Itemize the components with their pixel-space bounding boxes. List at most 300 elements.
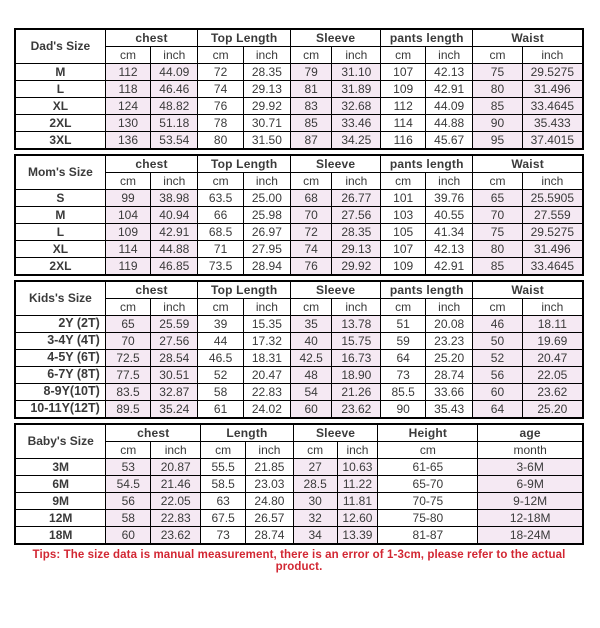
group-header: Waist [473,29,583,47]
value-cell: 78 [198,115,243,132]
size-tables-container [14,28,584,545]
size-label: L [15,224,105,241]
size-label: 12M [15,510,106,527]
value-cell: 54 [290,384,331,401]
value-cell: 44.09 [151,64,198,81]
value-cell: 40 [290,333,331,350]
value-cell: 30 [293,493,337,510]
value-cell: 70-75 [378,493,478,510]
value-cell: 40.94 [151,207,198,224]
value-cell: 83.5 [105,384,150,401]
value-cell: 26.97 [243,224,290,241]
size-table-dad [14,28,584,150]
size-table-mom [14,154,584,276]
group-header: Sleeve [290,29,380,47]
value-cell: 65 [105,316,150,333]
value-cell: 21.26 [332,384,381,401]
value-cell: 40.55 [426,207,473,224]
unit-header: inch [243,299,290,316]
group-header: Height [378,424,478,442]
value-cell: 90 [381,401,426,419]
value-cell: 23.62 [151,527,201,545]
value-cell: 35.433 [522,115,583,132]
unit-header: inch [243,173,290,190]
unit-header: cm [378,442,478,459]
unit-header: inch [337,442,378,459]
group-header: Sleeve [290,155,380,173]
value-cell: 12.60 [337,510,378,527]
section-label-kids: Kids's Size [15,281,105,316]
table-row [15,207,583,224]
value-cell: 41.34 [426,224,473,241]
size-label: L [15,81,105,98]
value-cell: 33.66 [426,384,473,401]
value-cell: 70 [290,207,331,224]
value-cell: 28.35 [243,64,290,81]
unit-header: cm [381,299,426,316]
value-cell: 52 [198,367,243,384]
value-cell: 27 [293,459,337,476]
value-cell: 42.91 [426,81,473,98]
value-cell: 32.68 [332,98,381,115]
value-cell: 27.95 [243,241,290,258]
value-cell: 22.83 [243,384,290,401]
unit-header: inch [522,173,583,190]
unit-header: inch [426,173,473,190]
table-row [15,115,583,132]
value-cell: 30.51 [151,367,198,384]
value-cell: 29.13 [332,241,381,258]
value-cell: 21.85 [246,459,294,476]
value-cell: 51.18 [151,115,198,132]
size-label: 8-9Y(10T) [15,384,105,401]
value-cell: 25.20 [426,350,473,367]
value-cell: 20.47 [522,350,583,367]
size-label: S [15,190,105,207]
value-cell: 44.88 [151,241,198,258]
table-row [15,510,583,527]
value-cell: 35.24 [151,401,198,419]
value-cell: 31.89 [332,81,381,98]
value-cell: 60 [473,384,522,401]
value-cell: 39 [198,316,243,333]
value-cell: 52 [473,350,522,367]
unit-header: inch [522,299,583,316]
value-cell: 61-65 [378,459,478,476]
section-label-mom: Mom's Size [15,155,105,190]
group-header: Length [201,424,294,442]
value-cell: 29.92 [243,98,290,115]
value-cell: 11.22 [337,476,378,493]
value-cell: 29.5275 [522,224,583,241]
value-cell: 30.71 [243,115,290,132]
value-cell: 25.59 [151,316,198,333]
value-cell: 42.13 [426,64,473,81]
value-cell: 54.5 [106,476,151,493]
size-chart-sheet [14,28,584,573]
value-cell: 58 [106,510,151,527]
value-cell: 21.46 [151,476,201,493]
value-cell: 77.5 [105,367,150,384]
unit-header: inch [246,442,294,459]
unit-header: inch [151,173,198,190]
value-cell: 85 [290,115,331,132]
value-cell: 104 [105,207,150,224]
value-cell: 29.13 [243,81,290,98]
unit-header: cm [198,47,243,64]
value-cell: 34 [293,527,337,545]
size-label: 3XL [15,132,105,150]
value-cell: 18.90 [332,367,381,384]
group-header: pants length [381,155,473,173]
value-cell: 16.73 [332,350,381,367]
group-header: Top Length [198,155,291,173]
value-cell: 107 [381,64,426,81]
value-cell: 33.46 [332,115,381,132]
section-label-baby: Baby's Size [15,424,106,459]
value-cell: 73 [381,367,426,384]
value-cell: 32 [293,510,337,527]
value-cell: 12-18M [478,510,583,527]
value-cell: 26.57 [246,510,294,527]
value-cell: 13.78 [332,316,381,333]
unit-header: cm [105,173,150,190]
value-cell: 118 [105,81,150,98]
value-cell: 59 [381,333,426,350]
size-label: 18M [15,527,106,545]
group-header: Sleeve [290,281,380,299]
size-label: M [15,207,105,224]
unit-header: cm [198,299,243,316]
value-cell: 32.87 [151,384,198,401]
value-cell: 29.5275 [522,64,583,81]
value-cell: 109 [105,224,150,241]
value-cell: 72.5 [105,350,150,367]
unit-header: inch [332,47,381,64]
value-cell: 116 [381,132,426,150]
value-cell: 23.62 [332,401,381,419]
value-cell: 53.54 [151,132,198,150]
value-cell: 70 [473,207,522,224]
size-label: 3M [15,459,106,476]
value-cell: 83 [290,98,331,115]
value-cell: 72 [290,224,331,241]
size-label: 2XL [15,258,105,276]
table-row [15,493,583,510]
value-cell: 60 [290,401,331,419]
value-cell: 73 [201,527,246,545]
value-cell: 64 [381,350,426,367]
value-cell: 80 [198,132,243,150]
value-cell: 99 [105,190,150,207]
value-cell: 51 [381,316,426,333]
table-row [15,350,583,367]
value-cell: 11.81 [337,493,378,510]
table-row [15,333,583,350]
value-cell: 105 [381,224,426,241]
value-cell: 42.91 [426,258,473,276]
value-cell: 23.23 [426,333,473,350]
value-cell: 10.63 [337,459,378,476]
value-cell: 20.08 [426,316,473,333]
value-cell: 28.74 [246,527,294,545]
value-cell: 75 [473,64,522,81]
value-cell: 73.5 [198,258,243,276]
value-cell: 53 [106,459,151,476]
value-cell: 31.496 [522,241,583,258]
value-cell: 55.5 [201,459,246,476]
group-header: Waist [473,155,583,173]
value-cell: 81-87 [378,527,478,545]
unit-header: cm [293,442,337,459]
value-cell: 44.09 [426,98,473,115]
size-label: 2Y (2T) [15,316,105,333]
unit-header: cm [106,442,151,459]
value-cell: 31.10 [332,64,381,81]
value-cell: 45.67 [426,132,473,150]
value-cell: 112 [381,98,426,115]
table-row [15,132,583,150]
unit-header: cm [381,173,426,190]
value-cell: 6-9M [478,476,583,493]
value-cell: 28.35 [332,224,381,241]
value-cell: 65 [473,190,522,207]
value-cell: 74 [290,241,331,258]
value-cell: 35.43 [426,401,473,419]
value-cell: 42.5 [290,350,331,367]
unit-header: inch [151,442,201,459]
unit-header: inch [332,299,381,316]
value-cell: 28.54 [151,350,198,367]
value-cell: 61 [198,401,243,419]
unit-header: cm [198,173,243,190]
value-cell: 17.32 [243,333,290,350]
value-cell: 130 [105,115,150,132]
value-cell: 46.46 [151,81,198,98]
value-cell: 44 [198,333,243,350]
table-row [15,98,583,115]
group-header: chest [105,155,198,173]
value-cell: 72 [198,64,243,81]
value-cell: 31.50 [243,132,290,150]
value-cell: 22.05 [151,493,201,510]
value-cell: 23.62 [522,384,583,401]
size-table-kids [14,280,584,419]
value-cell: 71 [198,241,243,258]
value-cell: 66 [198,207,243,224]
group-header: age [478,424,583,442]
value-cell: 119 [105,258,150,276]
value-cell: 31.496 [522,81,583,98]
value-cell: 44.88 [426,115,473,132]
value-cell: 50 [473,333,522,350]
value-cell: 65-70 [378,476,478,493]
table-row [15,401,583,419]
value-cell: 89.5 [105,401,150,419]
value-cell: 70 [105,333,150,350]
unit-header: cm [381,47,426,64]
value-cell: 33.4645 [522,98,583,115]
table-row [15,64,583,81]
value-cell: 23.03 [246,476,294,493]
section-label-dad: Dad's Size [15,29,105,64]
value-cell: 95 [473,132,522,150]
value-cell: 39.76 [426,190,473,207]
value-cell: 90 [473,115,522,132]
value-cell: 60 [106,527,151,545]
value-cell: 68 [290,190,331,207]
table-row [15,258,583,276]
tips-note: Tips: The size data is manual measurement, there is an error of 1-3cm, please refer to the actual product. [32,549,566,573]
table-row [15,367,583,384]
value-cell: 63 [201,493,246,510]
value-cell: 56 [473,367,522,384]
unit-header: cm [290,299,331,316]
value-cell: 28.94 [243,258,290,276]
value-cell: 18-24M [478,527,583,545]
table-row [15,224,583,241]
unit-header: inch [426,299,473,316]
value-cell: 114 [105,241,150,258]
value-cell: 85.5 [381,384,426,401]
value-cell: 42.13 [426,241,473,258]
table-row [15,241,583,258]
unit-header: cm [290,47,331,64]
value-cell: 3-6M [478,459,583,476]
value-cell: 27.559 [522,207,583,224]
value-cell: 22.05 [522,367,583,384]
value-cell: 101 [381,190,426,207]
size-label: 10-11Y(12T) [15,401,105,419]
value-cell: 75-80 [378,510,478,527]
value-cell: 15.75 [332,333,381,350]
value-cell: 28.74 [426,367,473,384]
value-cell: 25.00 [243,190,290,207]
value-cell: 87 [290,132,331,150]
group-header: chest [105,29,198,47]
value-cell: 26.77 [332,190,381,207]
value-cell: 103 [381,207,426,224]
value-cell: 20.47 [243,367,290,384]
unit-header: cm [473,173,522,190]
unit-header: cm [105,299,150,316]
unit-header: cm [201,442,246,459]
value-cell: 58.5 [201,476,246,493]
value-cell: 15.35 [243,316,290,333]
value-cell: 38.98 [151,190,198,207]
value-cell: 18.11 [522,316,583,333]
value-cell: 25.20 [522,401,583,419]
value-cell: 75 [473,224,522,241]
value-cell: 114 [381,115,426,132]
size-label: 4-5Y (6T) [15,350,105,367]
unit-header: inch [151,299,198,316]
unit-header: month [478,442,583,459]
table-row [15,190,583,207]
unit-header: cm [473,299,522,316]
table-row [15,81,583,98]
size-label: M [15,64,105,81]
group-header: Waist [473,281,583,299]
value-cell: 80 [473,81,522,98]
value-cell: 25.98 [243,207,290,224]
size-table-baby [14,423,584,545]
size-label: 6-7Y (8T) [15,367,105,384]
value-cell: 13.39 [337,527,378,545]
table-row [15,459,583,476]
value-cell: 109 [381,81,426,98]
value-cell: 56 [106,493,151,510]
value-cell: 64 [473,401,522,419]
group-header: pants length [381,281,473,299]
size-label: 9M [15,493,106,510]
size-label: XL [15,98,105,115]
group-header: pants length [381,29,473,47]
group-header: chest [105,281,198,299]
value-cell: 22.83 [151,510,201,527]
value-cell: 42.91 [151,224,198,241]
group-header: chest [106,424,201,442]
value-cell: 33.4645 [522,258,583,276]
table-row [15,527,583,545]
value-cell: 85 [473,258,522,276]
unit-header: cm [105,47,150,64]
unit-header: inch [426,47,473,64]
value-cell: 67.5 [201,510,246,527]
size-label: 6M [15,476,106,493]
unit-header: inch [151,47,198,64]
value-cell: 46.5 [198,350,243,367]
value-cell: 20.87 [151,459,201,476]
value-cell: 18.31 [243,350,290,367]
value-cell: 74 [198,81,243,98]
value-cell: 68.5 [198,224,243,241]
value-cell: 79 [290,64,331,81]
size-label: 2XL [15,115,105,132]
value-cell: 37.4015 [522,132,583,150]
value-cell: 136 [105,132,150,150]
value-cell: 24.80 [246,493,294,510]
value-cell: 46 [473,316,522,333]
value-cell: 107 [381,241,426,258]
unit-header: inch [522,47,583,64]
group-header: Top Length [198,29,291,47]
table-row [15,384,583,401]
group-header: Sleeve [293,424,378,442]
size-label: XL [15,241,105,258]
value-cell: 81 [290,81,331,98]
value-cell: 19.69 [522,333,583,350]
value-cell: 46.85 [151,258,198,276]
value-cell: 34.25 [332,132,381,150]
value-cell: 25.5905 [522,190,583,207]
value-cell: 28.5 [293,476,337,493]
size-label: 3-4Y (4T) [15,333,105,350]
value-cell: 76 [198,98,243,115]
unit-header: cm [290,173,331,190]
value-cell: 48 [290,367,331,384]
value-cell: 85 [473,98,522,115]
unit-header: inch [332,173,381,190]
value-cell: 27.56 [332,207,381,224]
value-cell: 9-12M [478,493,583,510]
value-cell: 112 [105,64,150,81]
value-cell: 35 [290,316,331,333]
group-header: Top Length [198,281,291,299]
unit-header: inch [243,47,290,64]
value-cell: 63.5 [198,190,243,207]
value-cell: 109 [381,258,426,276]
